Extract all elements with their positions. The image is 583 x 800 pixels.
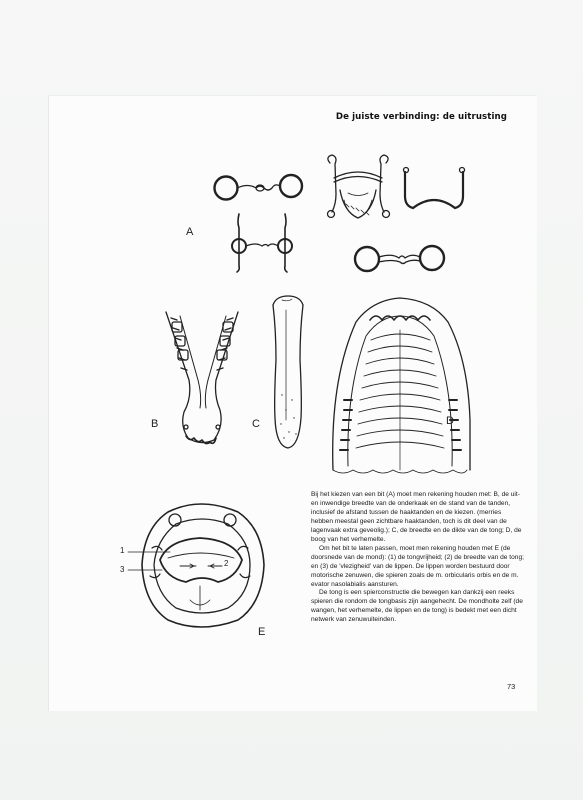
figure-tongue <box>273 296 303 448</box>
bit-full-cheek <box>232 214 292 272</box>
callout-1: 1 <box>120 546 125 555</box>
paragraph-2: Om het bit te laten passen, moet men rekening houden met E (de doorsnede van de mond): (1) de tongvrijheid; (2) de breedte van de tong; en (3) de 'vlezigheid' van de lippen. De lippen worden bestuurd door motorische zenuwen, die spieren zoals de m. orbicularis orbis en de m. evator nasolabialis aansturen. <box>311 544 524 588</box>
body-text <box>311 491 525 625</box>
figure-label-b: B <box>151 418 159 430</box>
callout-3: 3 <box>120 565 125 574</box>
figure-label-c: C <box>252 418 260 430</box>
figure-palate <box>333 298 470 473</box>
paragraph-3: De tong is een spierconstructie die bewegen kan dankzij een reeks spieren die rondom de tongbasis zijn aangehecht. De mondholte zelf (de wangen, het verhemelte, de lippen en de tong) is bedekt met een dicht netwerk van zenuwuiteinden. <box>311 589 523 624</box>
figure-label-d: D <box>446 415 454 427</box>
bit-eggbutt-snaffle <box>355 246 444 271</box>
figure-label-a: A <box>186 226 194 238</box>
page-number: 73 <box>507 682 516 691</box>
bit-curb-with-jaw <box>328 155 390 218</box>
bit-loose-ring-snaffle <box>215 175 303 200</box>
figure-lower-jaw <box>166 312 238 444</box>
figure-mouth-cross-section <box>128 504 264 627</box>
paragraph-1: Bij het kiezen van een bit (A) moet men rekening houden met: B, de uit- en inwendige breedte van de onderkaak en de stand van de tanden, inclusief de afstand tussen de haaktanden en de kiezen. (merries hebben meestal geen zichtbare haaktanden, toch is dit deel van de lagenvaak extra geveolig.); C, de breedte en de dikte van de tong; D, de boog van het verhemelte. <box>311 491 522 543</box>
callout-2: 2 <box>224 559 229 568</box>
page-header: De juiste verbinding: de uitrusting <box>335 112 507 122</box>
bit-d-ring <box>404 168 465 209</box>
figure-label-e: E <box>258 626 266 638</box>
